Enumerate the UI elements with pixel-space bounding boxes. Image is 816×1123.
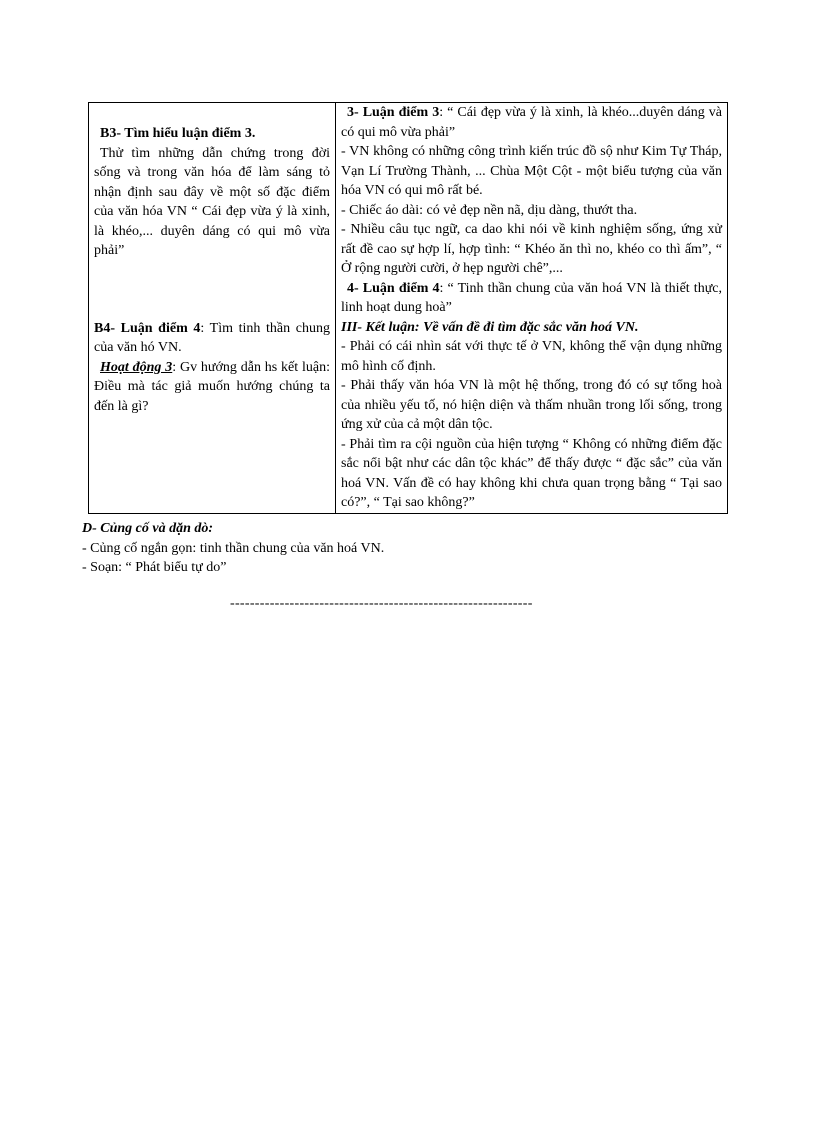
conclusion-item: - Phải có cái nhìn sát với thực tế ở VN, không thể vận dụng những mô hình cố định.: [341, 339, 722, 374]
ld3-text: : “ Cái đẹp vừa ý là xinh, là khéo...duyên dáng và có qui mô vừa phải”: [341, 105, 722, 140]
ld3-item: - Nhiều câu tục ngữ, ca dao khi nói về kinh nghiệm sống, ứng xử rất đề cao sự hợp lí, hợp tình: “ Khéo ăn thì no, khéo co thì ấm”, “ Ở rộng người cười, ở hẹp người chê”,...: [341, 222, 722, 276]
hd3-text: : Gv hướng dẫn hs kết luận: Điều mà tác giả muốn hướng chúng ta đến là gì?: [94, 359, 330, 414]
conclusion-heading: III- Kết luận: Về vấn đề đi tìm đặc sắc văn hoá VN.: [341, 319, 639, 335]
b4-text: : Tìm tinh thần chung của văn hó VN.: [94, 320, 330, 355]
table-row: [89, 103, 728, 514]
hd3-paragraph: [94, 358, 330, 417]
b3-text: Thử tìm những dẫn chứng trong đời sống và trong văn hóa để làm sáng tỏ nhận định sau đây về một số đặc điểm của văn hóa VN “ Cái đẹp vừa ý là xinh, là khéo,... duyên dáng có qui mô vừa phải”: [94, 145, 330, 258]
separator-line: -------------------------------------------------------------: [230, 596, 533, 611]
ld4-text: : “ Tinh thần chung của văn hoá VN là thiết thực, linh hoạt dung hoà”: [341, 280, 722, 315]
b3-heading: B3- Tìm hiểu luận điểm 3.: [100, 126, 256, 141]
footer-line: - Củng cố ngắn gọn: tinh thần chung của văn hoá VN.: [82, 540, 385, 556]
b4-label: B4- Luận điểm 4: [94, 320, 201, 336]
b4-paragraph: [94, 319, 330, 358]
conclusion-item: - Phải thấy văn hóa VN là một hệ thống, trong đó có sự tổng hoà của nhiều yếu tố, nó hiện diện và thấm nhuần trong lối sống, trong ứng xử của cả một dân tộc.: [341, 378, 722, 432]
footer-section: [82, 519, 722, 578]
ld3-paragraph: [341, 103, 722, 142]
right-column-cell: [336, 103, 728, 514]
footer-heading: D- Củng cố và dặn dò:: [82, 521, 214, 536]
ld3-item: - VN không có những công trình kiến trúc đồ sộ như Kim Tự Tháp, Vạn Lí Trường Thành, ... Chùa Một Cột - một biểu tượng của văn hóa VN có qui mô rất bé.: [341, 144, 722, 198]
footer-line: - Soạn: “ Phát biểu tự do”: [82, 560, 227, 575]
left-column-cell: [89, 103, 336, 514]
ld3-item: - Chiếc áo dài: có vẻ đẹp nền nã, dịu dàng, thướt tha.: [341, 202, 638, 218]
ld3-label: 3- Luận điểm 3: [347, 105, 440, 120]
ld4-paragraph: [341, 279, 722, 318]
ld4-label: 4- Luận điểm 4: [347, 280, 440, 296]
conclusion-item: - Phải tìm ra cội nguồn của hiện tượng “ Không có những điểm đặc sắc nổi bật như các dân tộc khác” để thấy được “ đặc sắc” của văn hoá VN. Vấn đề có hay không khi chưa quan trọng bằng “ Tại sao có?”, “ Tại sao không?”: [341, 436, 722, 510]
lesson-table: [88, 102, 728, 514]
hd3-label: Hoạt động 3: [100, 359, 173, 375]
